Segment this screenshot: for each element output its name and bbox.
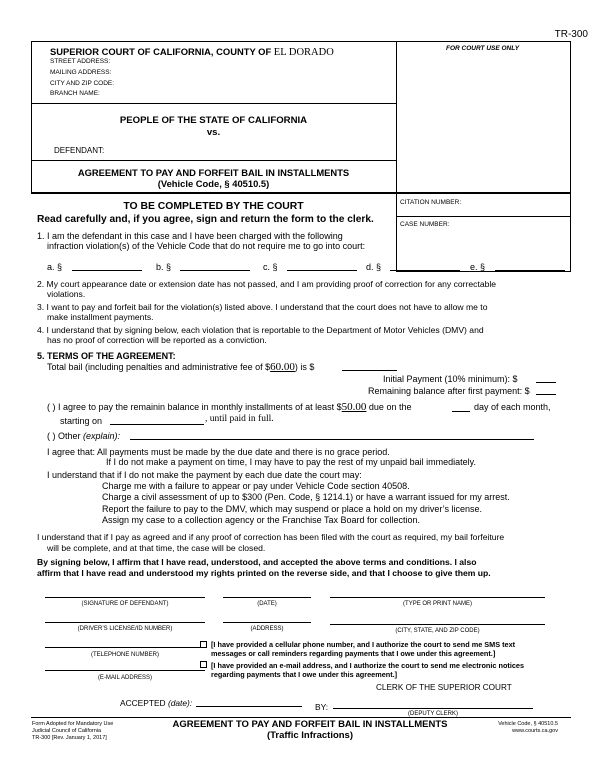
option-monthly-installments[interactable]: ( ) I agree to pay the remainin balance in monthly installments of at least $50.00 due on the (47, 401, 412, 413)
clerk-label: CLERK OF THE SUPERIOR COURT (376, 683, 512, 692)
address-caption: (ADDRESS) (250, 626, 284, 632)
right-box-edge (570, 193, 571, 272)
day-of-month-label: day of each month, (474, 402, 551, 412)
violation-a-label: a. § (47, 262, 63, 272)
footer-adopted-3: TR-300 [Rev. January 1, 2017] (32, 735, 107, 741)
county-name: EL DORADO (273, 47, 334, 58)
mailing-address-label: MAILING ADDRESS: (50, 69, 112, 76)
consequence-3: Report the failure to pay to the DMV, which may suspend or place a hold on my driver’s license. (102, 504, 483, 514)
starting-on-field[interactable] (110, 424, 204, 425)
deputy-clerk-field[interactable] (333, 708, 533, 709)
license-caption: (DRIVER’S LICENSE/ID NUMBER) (77, 626, 173, 632)
item-3-line-1: 3. I want to pay and forfeit bail for the violation(s) listed above. I understand that the court does not have to allow me to (37, 302, 488, 312)
forfeiture-line-1: I understand that if I pay as agreed and if any proof of correction has been filed with the court as required, my bail forfeiture (37, 532, 505, 542)
printed-name-caption: (TYPE OR PRINT NAME) (403, 601, 472, 607)
item-2-line-2: violations. (47, 289, 86, 299)
vs-label: vs. (206, 127, 221, 138)
telephone-caption: (TELEPHONE NUMBER) (90, 652, 159, 658)
accepted-date-field[interactable] (196, 706, 302, 707)
item-4-line-1: 4. I understand that by signing below, each violation that is reportable to the Department of Motor Vehicles (DMV) and (37, 325, 484, 335)
footer-adopted-1: Form Adopted for Mandatory Use (32, 721, 114, 727)
form-number: TR-300 (554, 29, 588, 40)
deputy-clerk-caption: (DEPUTY CLERK) (408, 711, 458, 717)
initial-payment-label: Initial Payment (10% minimum): $ (383, 374, 518, 384)
consequence-2: Charge a civil assessment of up to $300 (Pen. Code, § 1214.1) or have a warrant issued for my arrest. (102, 492, 510, 502)
printed-name-field[interactable] (330, 597, 545, 598)
divider-1 (31, 103, 396, 104)
agreement-title: AGREEMENT TO PAY AND FORFEIT BAIL IN INSTALLMENTS (77, 167, 350, 178)
violation-d-label: d. § (366, 262, 382, 272)
instructions-subheading: Read carefully and, if you agree, sign and return the form to the clerk. (37, 214, 374, 225)
sms-consent-line-1: [I have provided a cellular phone number, and I authorize the court to send me SMS text (211, 640, 516, 649)
agree-line-1: I agree that: All payments must be made by the due date and there is no grace period. (47, 447, 390, 457)
violation-c-field[interactable] (287, 270, 357, 271)
footer-title: AGREEMENT TO PAY AND FORFEIT BAIL IN INSTALLMENTS (172, 719, 448, 730)
citation-number-label: CITATION NUMBER: (400, 199, 462, 206)
defendant-label: DEFENDANT: (54, 146, 105, 155)
due-day-field[interactable] (452, 411, 470, 412)
item-5-heading: 5. TERMS OF THE AGREEMENT: (37, 351, 176, 361)
agreement-code: (Vehicle Code, § 40510.5) (157, 178, 270, 189)
violation-b-field[interactable] (180, 270, 250, 271)
email-caption: (E-MAIL ADDRESS) (97, 675, 153, 681)
branch-name-label: BRANCH NAME: (50, 90, 100, 97)
violation-d-field[interactable] (390, 270, 460, 271)
date-caption: (DATE) (257, 601, 277, 607)
agree-line-2: If I do not make a payment on time, I may have to pay the rest of my unpaid bail immediately. (106, 457, 477, 467)
divider-3 (31, 193, 571, 194)
consequence-4: Assign my case to a collection agency or the Franchise Tax Board for collection. (102, 515, 420, 525)
telephone-field[interactable] (45, 647, 205, 648)
footer-site: www.courts.ca.gov (512, 728, 558, 734)
footer-code: Vehicle Code, § 40510.5 (498, 721, 558, 727)
defendant-signature-field[interactable] (45, 597, 205, 598)
remaining-balance-label: Remaining balance after first payment: $ (368, 386, 530, 396)
violation-a-field[interactable] (72, 270, 142, 271)
understand-line: I understand that if I do not make the payment by each due date the court may: (47, 470, 362, 480)
address-field[interactable] (223, 622, 311, 623)
item-2-line-1: 2. My court appearance date or extension date has not passed, and I am providing proof of correction for any correctable (37, 279, 497, 289)
total-bail-field[interactable] (342, 370, 397, 371)
defendant-signature-caption: (SIGNATURE OF DEFENDANT) (81, 601, 169, 607)
by-label: BY: (315, 702, 329, 712)
total-bail-line: Total bail (including penalties and administrative fee of $60.00) is $ (47, 361, 315, 373)
admin-fee-value[interactable]: 60.00 (270, 361, 295, 373)
city-zip-label: CITY AND ZIP CODE: (50, 80, 115, 87)
court-name-label: SUPERIOR COURT OF CALIFORNIA, COUNTY OF EL DORADO (50, 46, 334, 58)
affirm-line-1: By signing below, I affirm that I have read, understood, and accepted the above terms and conditions. I also (37, 557, 477, 567)
case-number-label: CASE NUMBER: (400, 221, 450, 228)
city-state-zip-field[interactable] (330, 624, 545, 625)
date-field[interactable] (223, 597, 311, 598)
email-consent-line-2: regarding payments that I owe under this agreement.] (211, 670, 398, 679)
footer-adopted-2: Judicial Council of California (32, 728, 102, 734)
violation-b-label: b. § (156, 262, 172, 272)
starting-on-label: starting on (60, 416, 103, 426)
other-explain-field[interactable] (130, 439, 534, 440)
sms-consent-checkbox[interactable] (200, 641, 207, 648)
divider-2 (31, 160, 396, 161)
consequence-1: Charge me with a failure to appear or pay under Vehicle Code section 40508. (102, 481, 410, 491)
email-consent-line-1: [I have provided an e-mail address, and I authorize the court to send me electronic notices (211, 661, 525, 670)
monthly-amount-value[interactable]: 50.00 (341, 401, 367, 413)
remaining-balance-field[interactable] (536, 394, 556, 395)
item-1-line-2: infraction violation(s) of the Vehicle Code that do not require me to go into court: (47, 241, 366, 251)
violation-e-label: e. § (470, 262, 486, 272)
court-use-column-divider (396, 41, 397, 272)
footer-subtitle: (Traffic Infractions) (266, 730, 354, 741)
license-field[interactable] (45, 622, 205, 623)
email-consent-checkbox[interactable] (200, 661, 207, 668)
item-1-line-1: 1. I am the defendant in this case and I have been charged with the following (37, 231, 343, 241)
affirm-line-2: affirm that I have read and understood my rights printed on the reverse side, and that I choose to give them up. (37, 568, 491, 578)
street-address-label: STREET ADDRESS: (50, 58, 111, 65)
case-title: PEOPLE OF THE STATE OF CALIFORNIA (119, 115, 308, 126)
sms-consent-line-2: messages or call reminders regarding payments that I owe under this agreement.] (211, 649, 496, 658)
initial-payment-field[interactable] (536, 382, 556, 383)
divider-4 (396, 216, 571, 217)
court-use-only-label: FOR COURT USE ONLY (446, 45, 520, 52)
item-3-line-2: make installment payments. (47, 312, 154, 322)
instructions-heading: TO BE COMPLETED BY THE COURT (123, 201, 304, 212)
until-paid-text: , until paid in full. (205, 414, 274, 424)
item-4-line-2: has no proof of correction will be reported as a conviction. (47, 335, 267, 345)
city-state-zip-caption: (CITY, STATE, AND ZIP CODE) (395, 628, 480, 634)
violation-e-field[interactable] (495, 270, 565, 271)
forfeiture-line-2: will be complete, and at that time, the case will be closed. (47, 543, 266, 553)
option-other[interactable]: ( ) Other (explain): (47, 431, 121, 441)
violation-c-label: c. § (263, 262, 278, 272)
footer-rule (31, 717, 571, 718)
email-field[interactable] (45, 670, 205, 671)
accepted-label: ACCEPTED (date): (120, 698, 193, 708)
